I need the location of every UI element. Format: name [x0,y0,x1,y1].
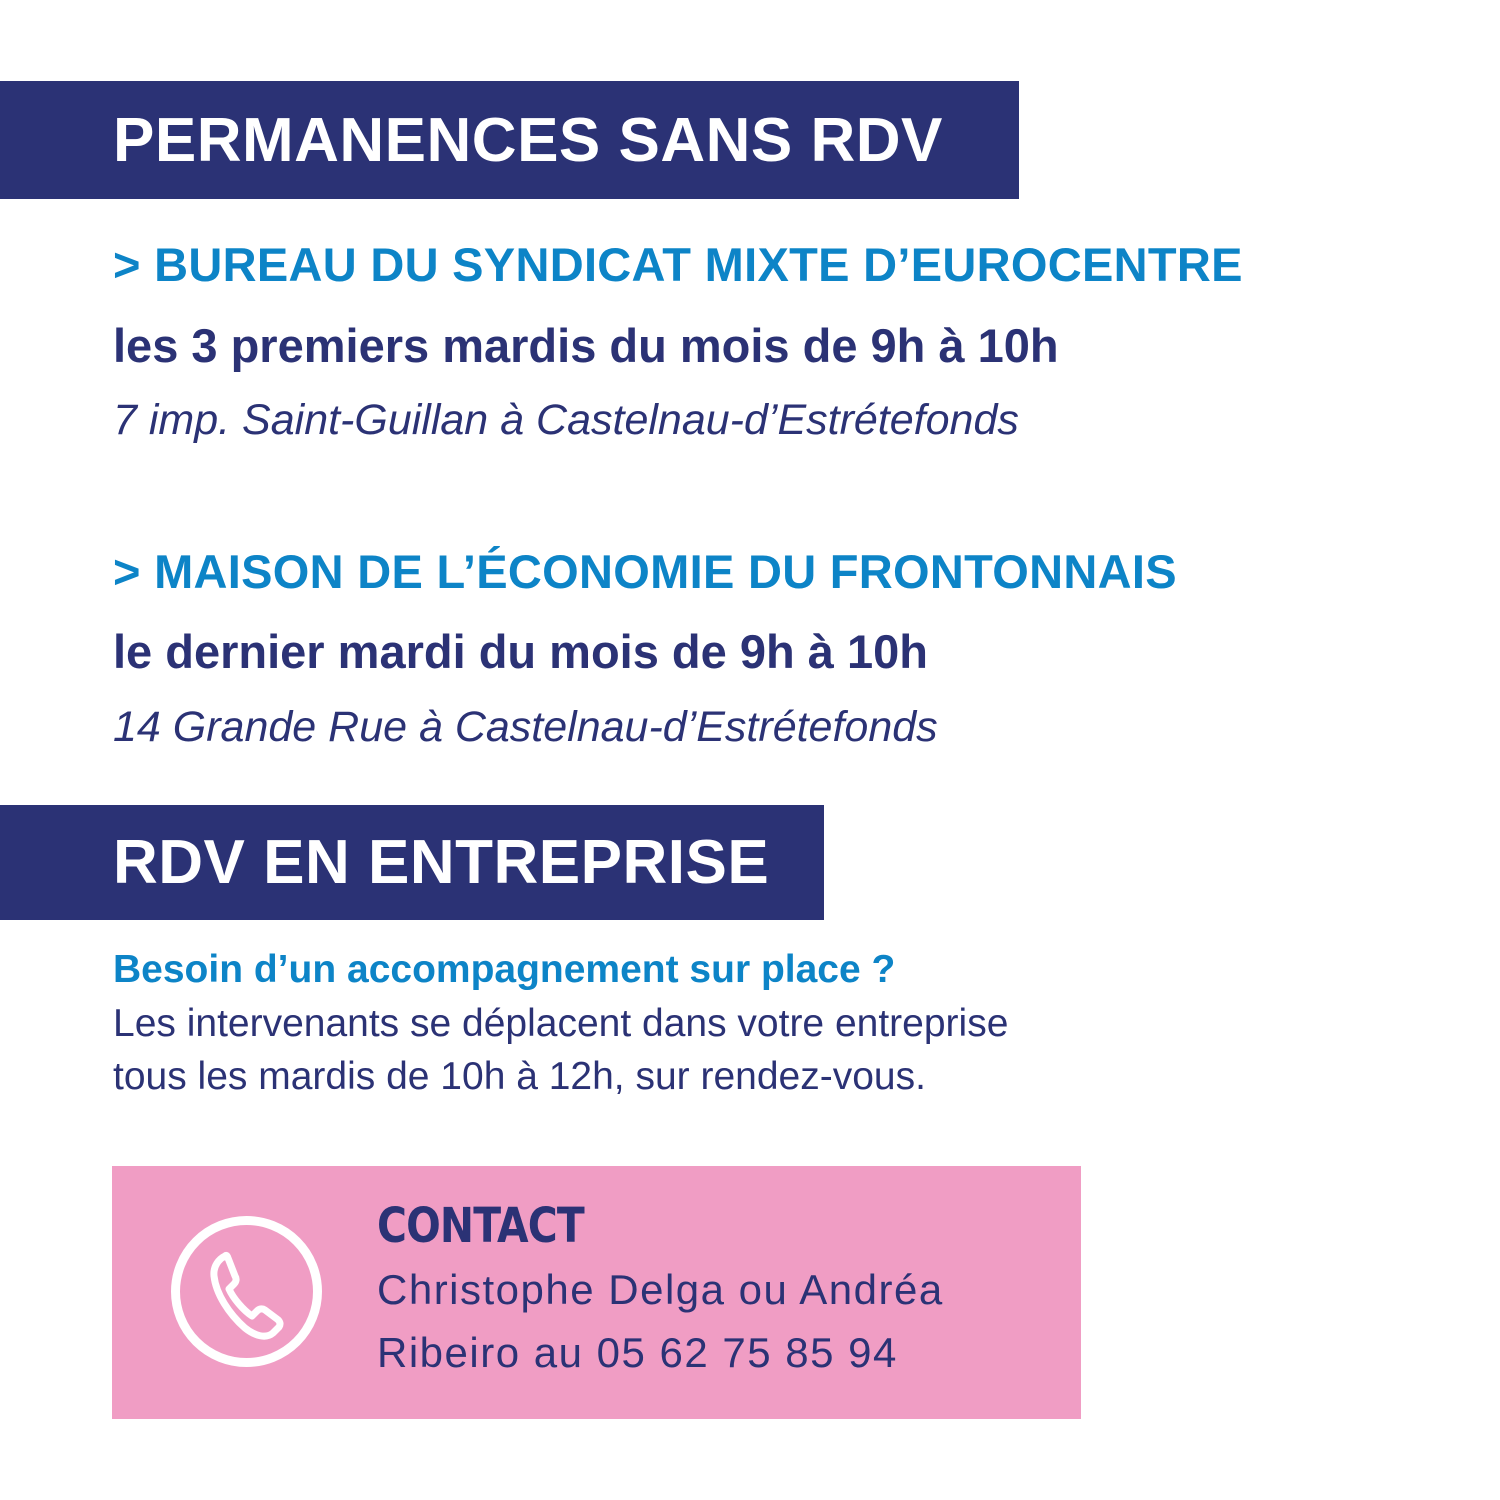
location-schedule: les 3 premiers mardis du mois de 9h à 10h [113,319,1059,372]
contact-box [112,1166,1081,1419]
section-banner-entreprise [0,805,824,920]
section-title: PERMANENCES SANS RDV [113,105,943,175]
contact-title: CONTACT [377,1198,584,1254]
onsite-description-line: tous les mardis de 10h à 12h, sur rendez-vous. [113,1055,926,1098]
location-title: > MAISON DE L’ÉCONOMIE DU FRONTONNAIS [113,545,1177,598]
location-address: 7 imp. Saint-Guillan à Castelnau-d’Estrétefonds [113,396,1019,444]
contact-line: Ribeiro au 05 62 75 85 94 [377,1329,898,1376]
section-banner-permanences [0,81,1019,199]
location-title: > BUREAU DU SYNDICAT MIXTE D’EUROCENTRE [113,238,1243,291]
contact-line: Christophe Delga ou Andréa [377,1266,944,1313]
section-title: RDV EN ENTREPRISE [113,828,770,897]
location-schedule: le dernier mardi du mois de 9h à 10h [113,625,928,678]
phone-icon [169,1214,324,1369]
location-address: 14 Grande Rue à Castelnau-d’Estrétefonds [113,703,938,751]
onsite-description-line: Les intervenants se déplacent dans votre entreprise [113,1002,1009,1045]
onsite-question: Besoin d’un accompagnement sur place ? [113,948,896,991]
